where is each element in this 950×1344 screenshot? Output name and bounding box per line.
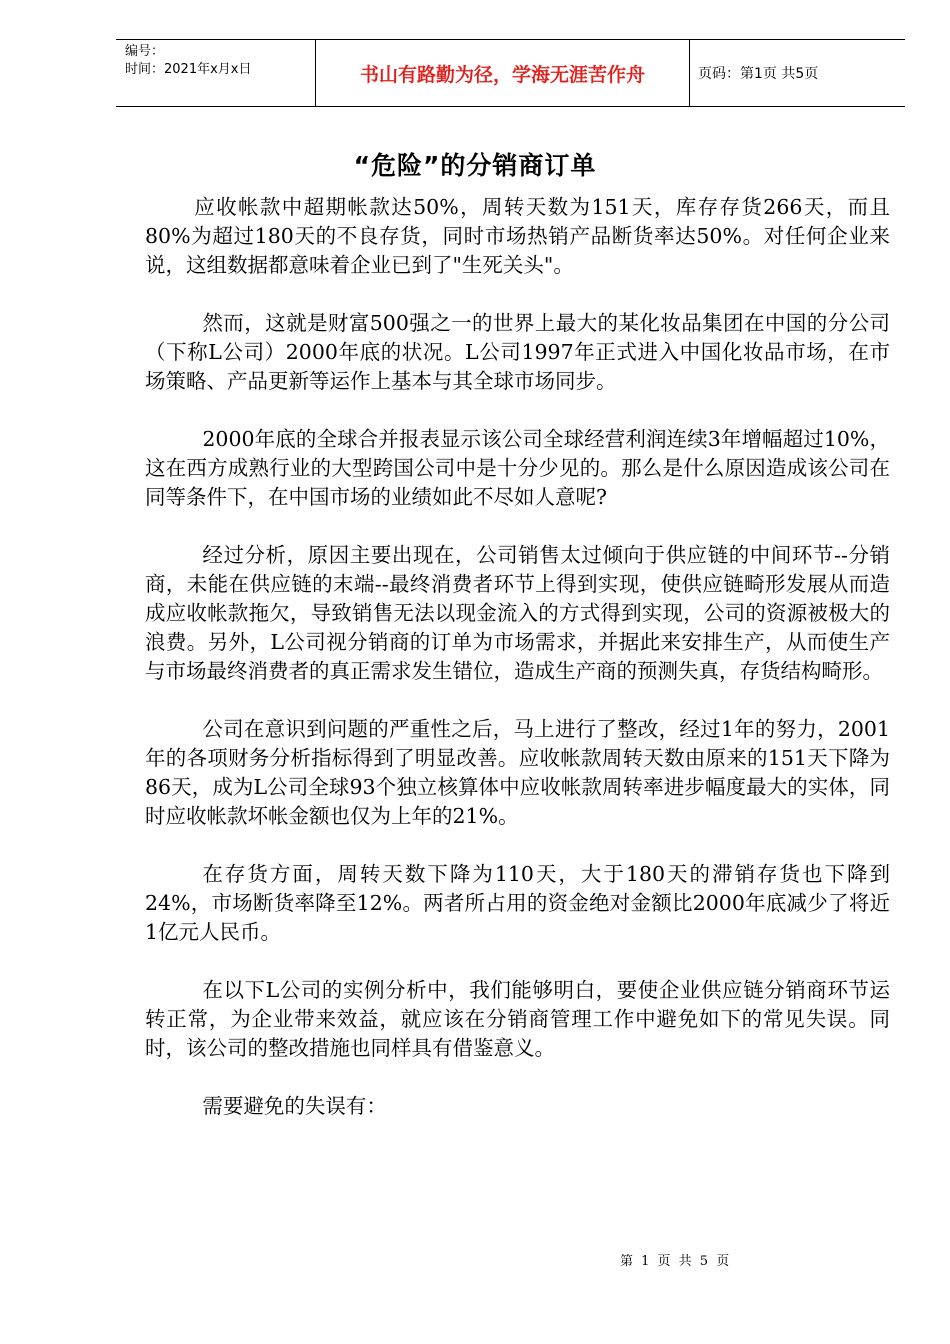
paragraph: 公司在意识到问题的严重性之后，马上进行了整改，经过1年的努力，2001年的各项财务分析指标得到了明显改善。应收帐款周转天数由原来的151天下降为 86天，成为L公司全球93个独立核算体中应收帐款周转率进步幅度最大的实体，同时应收帐款坏帐金额也仅为上年的21%。 <box>145 717 890 828</box>
header-page-number: 页码：第1页 共5页 <box>698 66 819 82</box>
time-label: 时间：2021年x月x日 <box>125 62 252 77</box>
page-footer: 第 1 页 共 5 页 <box>620 1254 730 1269</box>
code-label: 编号： <box>125 44 165 59</box>
paragraph: 在存货方面，周转天数下降为110天，大于180天的滞销存货也下降到24%，市场断货率降至12%。两者所占用的资金绝对金额比2000年底减少了将近1亿元人民币。 <box>145 862 890 944</box>
paragraph: 经过分析，原因主要出现在，公司销售太过倾向于供应链的中间环节--分销商，未能在供应链的末端--最终消费者环节上得到实现，使供应链畸形发展从而造成应收帐款拖欠，导致销售无法以现金流入的方式得到实现，公司的资源被极大的浪费。另外，L公司视分销商的订单为市场需求，并据此来安排生产，从而使生产与市场最终消费者的真正需求发生错位，造成生产商的预测失真，存货结构畸形。 <box>145 543 890 683</box>
header-meta <box>116 40 316 106</box>
header-motto: 书山有路勤为径，学海无涯苦作舟 <box>316 40 690 106</box>
document-body <box>145 193 890 1150</box>
paragraph: 然而，这就是财富500强之一的世界上最大的某化妆品集团在中国的分公司（下称L公司）2000年底的状况。L公司1997年正式进入中国化妆品市场，在市场策略、产品更新等运作上基本与其全球市场同步。 <box>145 311 890 393</box>
paragraph: 2000年底的全球合并报表显示该公司全球经营利润连续3年增幅超过10%，这在西方成熟行业的大型跨国公司中是十分少见的。那么是什么原因造成该公司在同等条件下，在中国市场的业绩如此不尽如人意呢? <box>145 427 890 509</box>
paragraph: 需要避免的失误有： <box>202 1094 387 1118</box>
document-header <box>116 39 905 107</box>
paragraph: 应收帐款中超期帐款达50%，周转天数为151天，库存存货266天，而且80%为超过180天的不良存货，同时市场热销产品断货率达50%。对任何企业来说，这组数据都意味着企业已到了"生死关头"。 <box>145 195 890 277</box>
document-title: “危险”的分销商订单 <box>353 151 597 180</box>
paragraph: 在以下L公司的实例分析中，我们能够明白，要使企业供应链分销商环节运转正常，为企业带来效益，就应该在分销商管理工作中避免如下的常见失误。同时，该公司的整改措施也同样具有借鉴意义。 <box>145 978 890 1060</box>
